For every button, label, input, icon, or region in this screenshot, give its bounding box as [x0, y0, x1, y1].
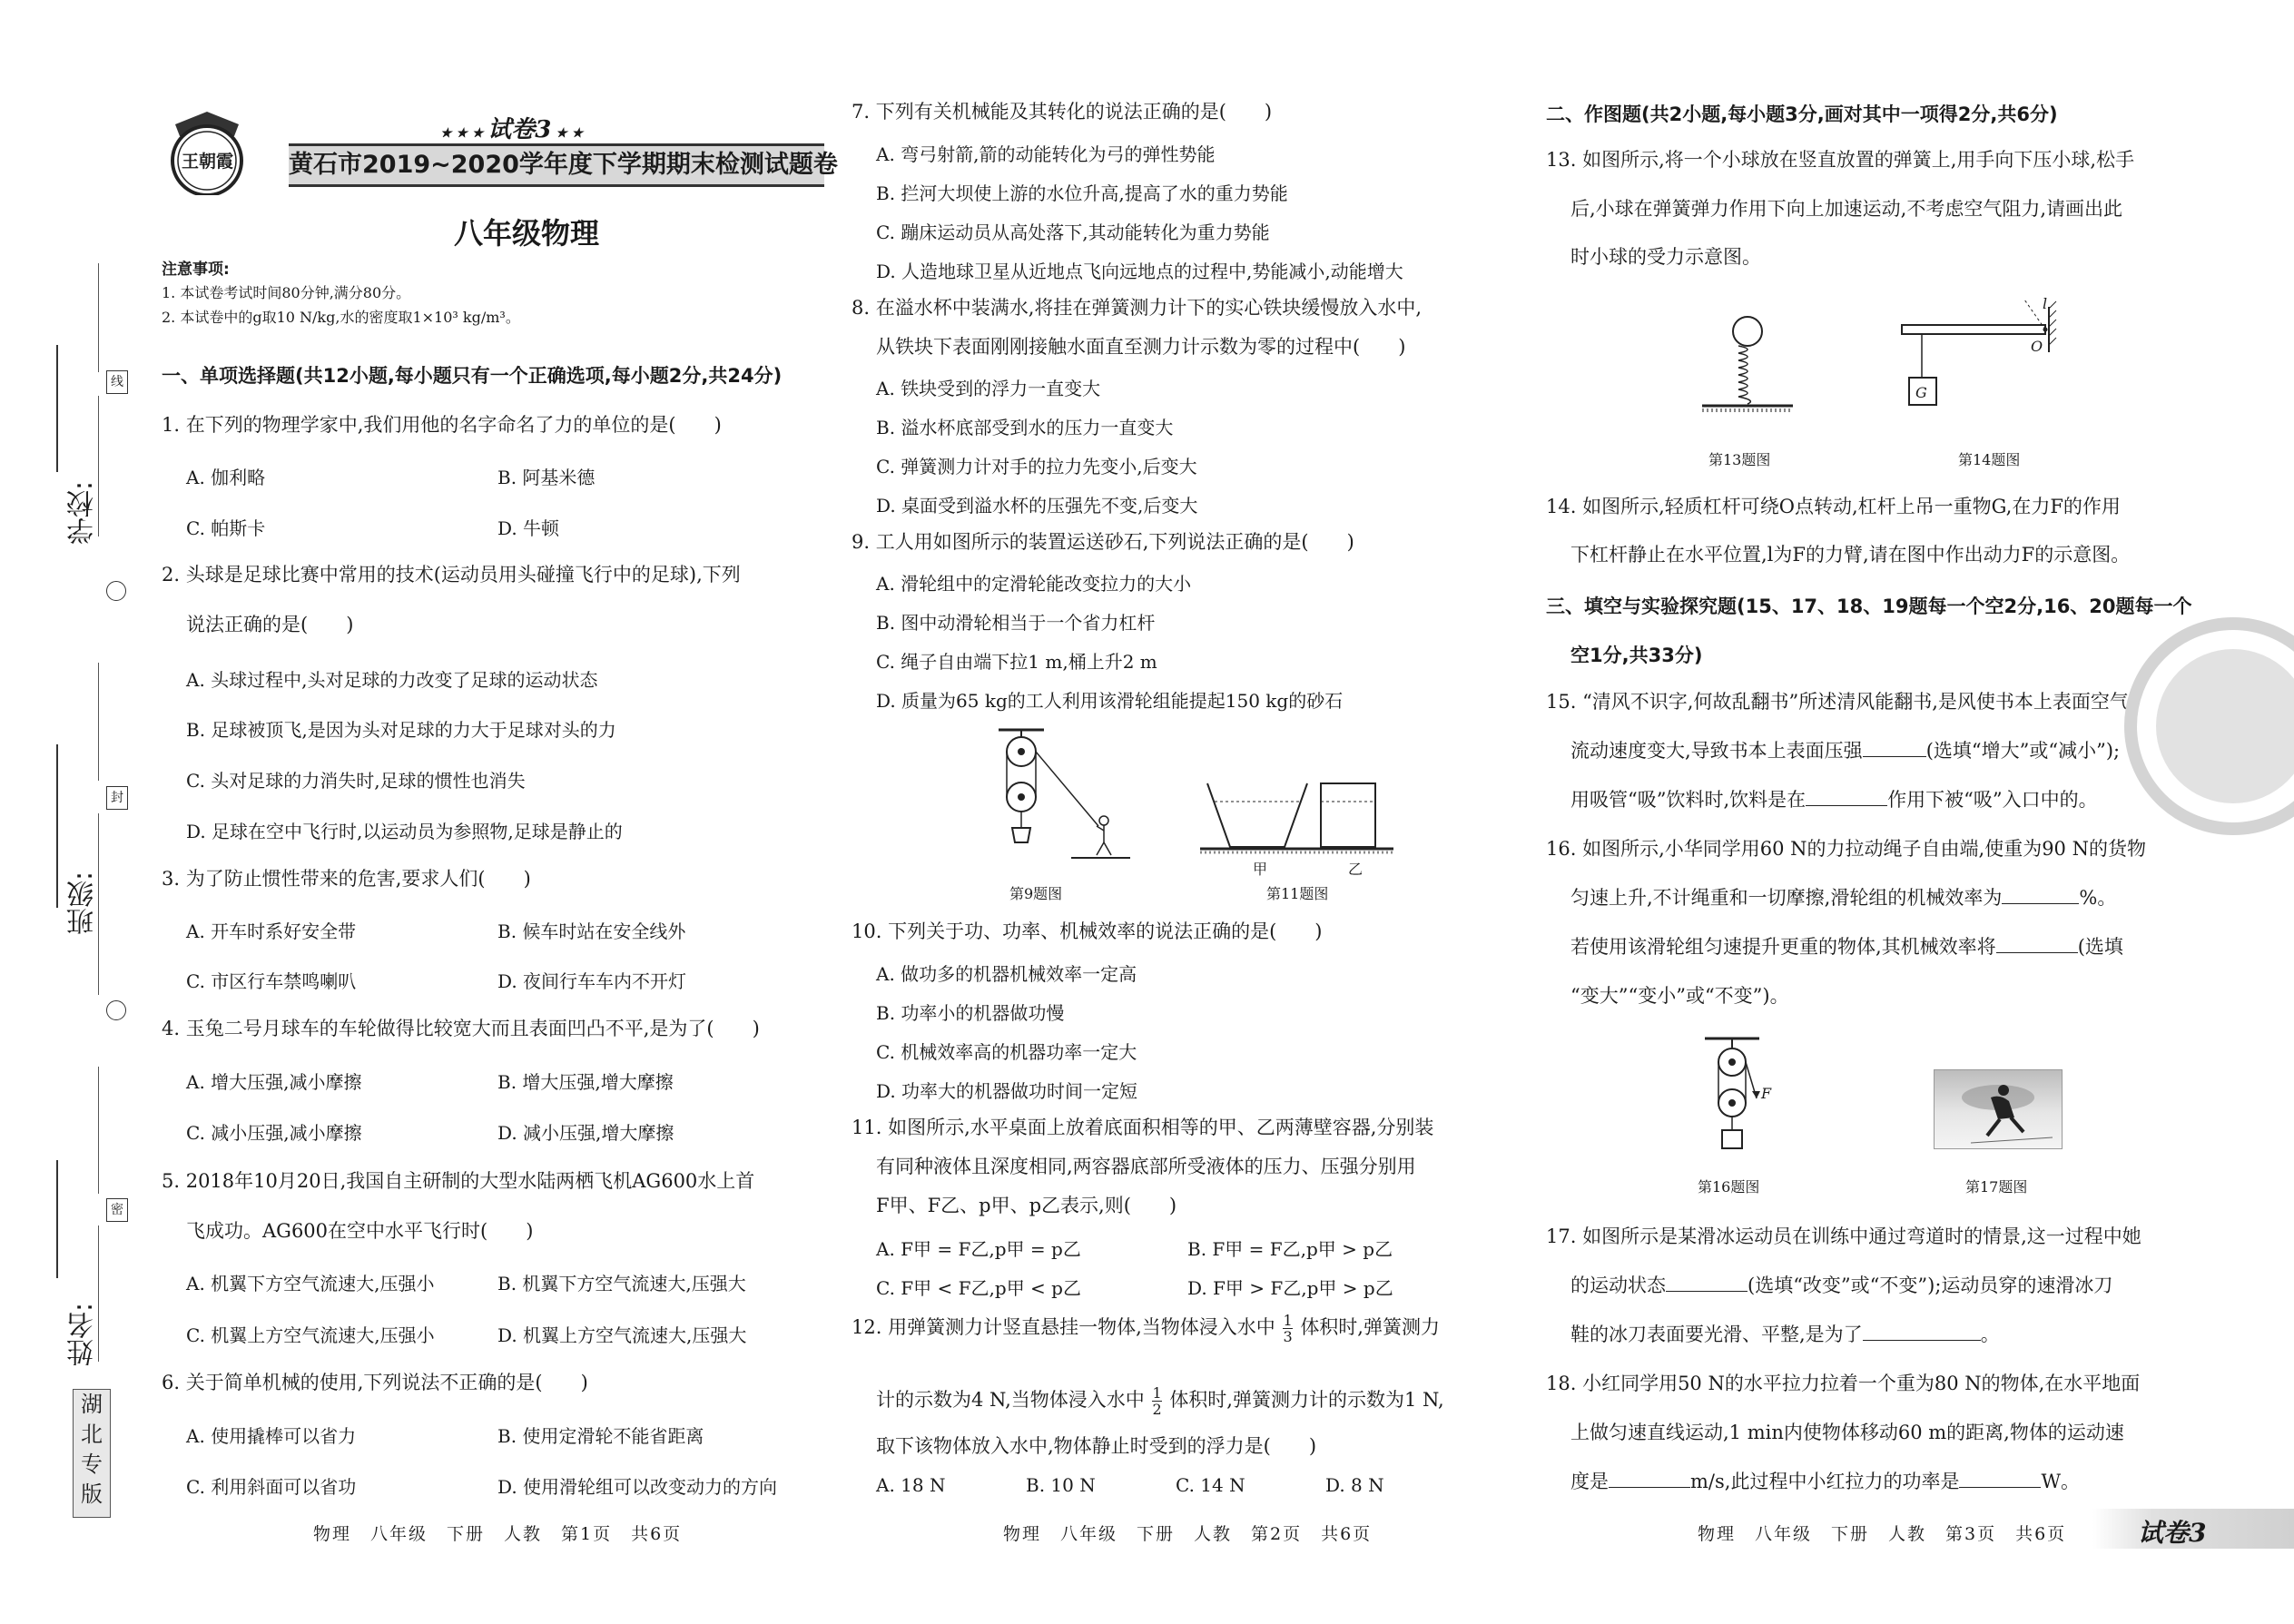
- question-text: 18. 小红同学用50 N的水平拉力拉着一个重为80 N的物体,在水平地面: [1546, 1373, 2141, 1394]
- question-text: 上做匀速直线运动,1 min内使物体移动60 m的距离,物体的运动速: [1570, 1422, 2124, 1443]
- question-text: 下杠杆静止在水平位置,l为F的力臂,请在图中作出动力F的示意图。: [1570, 544, 2131, 566]
- option: B. 功率小的机器做功慢: [876, 1002, 1065, 1024]
- option: A. 机翼下方空气流速大,压强小: [186, 1273, 435, 1294]
- question-text: 17. 如图所示是某滑冰运动员在训练中通过弯道时的情景,这一过程中她: [1546, 1225, 2141, 1247]
- class-underline: [56, 744, 58, 908]
- option: A. 增大压强,减小摩擦: [186, 1071, 362, 1093]
- binding-hole: [106, 1000, 126, 1020]
- question-stem: 6. 关于简单机械的使用,下列说法不正确的是( ): [162, 1372, 588, 1393]
- section-heading: 二、作图题(共2小题,每小题3分,画对其中一项得2分,共6分): [1546, 103, 2058, 125]
- answer-blank[interactable]: [1863, 1340, 1981, 1341]
- option: D. 牛顿: [497, 517, 560, 539]
- option: D. 功率大的机器做功时间一定短: [876, 1080, 1138, 1102]
- question-stem: 从铁块下表面刚刚接触水面直至测力计示数为零的过程中( ): [876, 336, 1406, 358]
- binding-hole: [106, 581, 126, 601]
- option: B. 机翼下方空气流速大,压强大: [497, 1273, 746, 1294]
- figure-caption: 第13题图: [1708, 451, 1771, 468]
- paper-number: ★ ★ ★ 试卷3 ★ ★: [440, 116, 584, 143]
- answer-blank[interactable]: [2002, 903, 2079, 904]
- answer-blank[interactable]: [1959, 1487, 2041, 1488]
- option: C. 弹簧测力计对手的拉力先变小,后变大: [876, 456, 1197, 477]
- option: C. 减小压强,减小摩擦: [186, 1122, 362, 1144]
- brand-logo: [162, 104, 252, 195]
- answer-blank[interactable]: [1996, 952, 2078, 953]
- option: A. 做功多的机器机械效率一定高: [876, 963, 1137, 985]
- column-page-2: [844, 0, 1516, 1624]
- two-containers-diagram: [1198, 776, 1398, 867]
- option: D. 夜间行车车内不开灯: [497, 970, 687, 992]
- option: D. 减小压强,增大摩擦: [497, 1122, 674, 1144]
- note-item: 1. 本试卷考试时间80分钟,满分80分。: [162, 284, 411, 301]
- figure-11: [1198, 776, 1398, 867]
- page-footer: 物理 八年级 下册 人教 第1页 共6页: [313, 1524, 683, 1544]
- option: B. 阿基米德: [497, 467, 596, 488]
- binding-mark-line: 线: [106, 370, 128, 394]
- question-text: 14. 如图所示,轻质杠杆可绕O点转动,杠杆上吊一重物G,在力F的作用: [1546, 496, 2121, 517]
- question-stem: 12. 用弹簧测力计竖直悬挂一物体,当物体浸入水中 $\frac{1}{3}$ 体积时,弹簧测力: [852, 1312, 1440, 1345]
- figure-caption: 第9题图: [1009, 885, 1063, 902]
- option: B. 拦河大坝使上游的水位升高,提高了水的重力势能: [876, 182, 1288, 204]
- question-stem: 有同种液体且深度相同,两容器底部所受液体的压力、压强分别用: [876, 1156, 1416, 1177]
- option: A. 头球过程中,头对足球的力改变了足球的运动状态: [186, 669, 598, 691]
- option: C. 绳子自由端下拉1 m,桶上升2 m: [876, 651, 1157, 673]
- question-text: 度是 m/s,此过程中小红拉力的功率是 W。: [1570, 1471, 2081, 1492]
- question-text: 15. “清风不识字,何故乱翻书”所述清风能翻书,是风使书本上表面空气: [1546, 691, 2129, 713]
- column-page-3: [1539, 0, 2210, 1624]
- option: C. 市区行车禁鸣喇叭: [186, 970, 357, 992]
- notes-heading: 注意事项:: [162, 261, 230, 279]
- question-stem: 8. 在溢水杯中装满水,将挂在弹簧测力计下的实心铁块缓慢放入水中,: [852, 297, 1423, 319]
- answer-blank[interactable]: [1806, 805, 1887, 806]
- option: D. 机翼上方空气流速大,压强大: [497, 1324, 747, 1346]
- option: D. 质量为65 kg的工人利用该滑轮组能提起150 kg的砂石: [876, 690, 1344, 712]
- figure-caption: 第17题图: [1965, 1178, 2028, 1196]
- column-page-1: [154, 0, 838, 1624]
- weight-label: G: [1915, 384, 1927, 401]
- question-text: 时小球的受力示意图。: [1570, 246, 1761, 268]
- binding-mark-seal: 封: [106, 786, 128, 810]
- exam-title-banner: [289, 143, 838, 187]
- page-footer: 物理 八年级 下册 人教 第3页 共6页: [1698, 1524, 2067, 1544]
- figure-caption: 第11题图: [1266, 885, 1329, 902]
- option: D. F甲 > F乙,p甲 > p乙: [1187, 1277, 1393, 1299]
- question-stem: 3. 为了防止惯性带来的危害,要求人们( ): [162, 868, 531, 890]
- option: C. F甲 < F乙,p甲 < p乙: [876, 1277, 1081, 1299]
- question-stem: 11. 如图所示,水平桌面上放着底面积相等的甲、乙两薄壁容器,分别装: [852, 1117, 1434, 1138]
- name-label: 姓名:: [67, 1302, 99, 1366]
- logo-text: 王朝霞: [182, 152, 234, 172]
- pulley-system-diagram: [971, 726, 1153, 862]
- question-stem: 取下该物体放入水中,物体静止时受到的浮力是( ): [876, 1435, 1317, 1457]
- option: C. 14 N: [1176, 1474, 1245, 1496]
- option: C. 利用斜面可以省功: [186, 1476, 357, 1498]
- figure-13: [1698, 313, 1797, 422]
- container-label-yi: 乙: [1348, 861, 1364, 878]
- answer-blank[interactable]: [1609, 1487, 1690, 1488]
- question-stem: F甲、F乙、p甲、p乙表示,则( ): [876, 1195, 1177, 1216]
- pivot-label: O: [2031, 338, 2043, 355]
- question-text: 的运动状态 (选填“改变”或“不变”);运动员穿的速滑冰刀: [1570, 1275, 2113, 1296]
- question-text: “变大”“变小”或“不变”)。: [1570, 985, 1789, 1007]
- question-stem: 5. 2018年10月20日,我国自主研制的大型水陆两栖飞机AG600水上首: [162, 1170, 755, 1192]
- arm-label: l: [2043, 295, 2048, 312]
- note-item: 2. 本试卷中的g取10 N/kg,水的密度取1×10³ kg/m³。: [162, 309, 520, 326]
- option: C. 帕斯卡: [186, 517, 266, 539]
- question-stem: 计的示数为4 N,当物体浸入水中 $\frac{1}{2}$ 体积时,弹簧测力计的示数为1 N,: [876, 1384, 1444, 1418]
- option: C. 蹦床运动员从高处落下,其动能转化为重力势能: [876, 221, 1270, 243]
- option: A. 开车时系好安全带: [186, 920, 357, 942]
- figure-9: [971, 726, 1153, 862]
- question-text: 流动速度变大,导致书本上表面压强 (选填“增大”或“减小”);: [1570, 740, 2121, 762]
- subject-title: 八年级物理: [454, 216, 600, 251]
- option: B. F甲 = F乙,p甲 > p乙: [1187, 1238, 1393, 1260]
- force-label: F: [1761, 1085, 1772, 1102]
- question-stem: 7. 下列有关机械能及其转化的说法正确的是( ): [852, 101, 1273, 123]
- option: B. 10 N: [1026, 1474, 1096, 1496]
- option: D. 人造地球卫星从近地点飞向远地点的过程中,势能减小,动能增大: [876, 261, 1403, 282]
- option: D. 使用滑轮组可以改变动力的方向: [497, 1476, 778, 1498]
- fraction: $\frac{1}{3}$: [1283, 1312, 1293, 1345]
- figure-caption: 第14题图: [1958, 451, 2021, 468]
- paper-badge-label: 试卷3: [2138, 1518, 2207, 1548]
- question-text: 后,小球在弹簧弹力作用下向上加速运动,不考虑空气阻力,请画出此: [1570, 198, 2123, 220]
- ball-on-spring-diagram: [1698, 313, 1797, 422]
- option: A. 滑轮组中的定滑轮能改变拉力的大小: [876, 573, 1192, 595]
- question-stem: 2. 头球是足球比赛中常用的技术(运动员用头碰撞飞行中的足球),下列: [162, 564, 741, 586]
- option: D. 8 N: [1325, 1474, 1384, 1496]
- question-text: 若使用该滑轮组匀速提升更重的物体,其机械效率将 (选填: [1570, 936, 2123, 958]
- question-stem: 1. 在下列的物理学家中,我们用他的名字命名了力的单位的是( ): [162, 414, 722, 436]
- section-heading: 一、单项选择题(共12小题,每小题只有一个正确选项,每小题2分,共24分): [162, 365, 783, 387]
- question-text: 匀速上升,不计绳重和一切摩擦,滑轮组的机械效率为 %。: [1570, 887, 2117, 909]
- page-footer: 物理 八年级 下册 人教 第2页 共6页: [1003, 1524, 1373, 1544]
- option: B. 增大压强,增大摩擦: [497, 1071, 674, 1093]
- question-text: 13. 如图所示,将一个小球放在竖直放置的弹簧上,用手向下压小球,松手: [1546, 149, 2135, 171]
- paper-badge: [2092, 1509, 2294, 1549]
- section-heading: 空1分,共33分): [1570, 645, 1703, 666]
- option: D. 足球在空中飞行时,以运动员为参照物,足球是静止的: [186, 821, 623, 842]
- class-label: 班级:: [67, 871, 99, 935]
- option: A. 伽利略: [186, 467, 266, 488]
- option: B. 候车时站在安全线外: [497, 920, 686, 942]
- question-text: 用吸管“吸”饮料时,饮料是在 作用下被“吸”入口中的。: [1570, 789, 2098, 811]
- question-stem: 4. 玉兔二号月球车的车轮做得比较宽大而且表面凹凸不平,是为了( ): [162, 1018, 760, 1039]
- school-label: 学校:: [67, 480, 99, 545]
- exam-title: 黄石市2019~2020学年度下学期期末检测试题卷: [289, 151, 838, 179]
- question-stem: 10. 下列关于功、功率、机械效率的说法正确的是( ): [852, 920, 1323, 942]
- section-heading: 三、填空与实验探究题(15、17、18、19题每一个空2分,16、20题每一个: [1546, 595, 2192, 617]
- option: D. 桌面受到溢水杯的压强先不变,后变大: [876, 495, 1198, 517]
- name-underline: [56, 1160, 58, 1278]
- speed-skater-icon: [1935, 1070, 2062, 1148]
- option: A. 18 N: [876, 1474, 946, 1496]
- option: A. 使用撬棒可以省力: [186, 1425, 357, 1447]
- option: C. 头对足球的力消失时,足球的惯性也消失: [186, 770, 526, 792]
- container-label-jia: 甲: [1253, 861, 1268, 878]
- figure-caption: 第16题图: [1698, 1178, 1760, 1196]
- edition-badge: 湖北专版: [73, 1389, 111, 1518]
- fraction: $\frac{1}{2}$: [1152, 1384, 1162, 1418]
- answer-blank[interactable]: [1863, 756, 1926, 757]
- option: C. 机械效率高的机器功率一定大: [876, 1041, 1137, 1063]
- option: B. 足球被顶飞,是因为头对足球的力大于足球对头的力: [186, 719, 616, 741]
- option: A. F甲 = F乙,p甲 = p乙: [876, 1238, 1081, 1260]
- option: B. 使用定滑轮不能省距离: [497, 1425, 704, 1447]
- option: B. 溢水杯底部受到水的压力一直变大: [876, 417, 1174, 438]
- option: A. 铁块受到的浮力一直变大: [876, 378, 1101, 399]
- question-stem: 9. 工人用如图所示的装置运送砂石,下列说法正确的是( ): [852, 531, 1354, 553]
- option: A. 弯弓射箭,箭的动能转化为弓的弹性势能: [876, 143, 1216, 165]
- option: C. 机翼上方空气流速大,压强小: [186, 1324, 435, 1346]
- question-stem: 飞成功。AG600在空中水平飞行时( ): [186, 1220, 534, 1242]
- question-text: 16. 如图所示,小华同学用60 N的力拉动绳子自由端,使重为90 N的货物: [1546, 838, 2146, 860]
- figure-17-photo: [1934, 1069, 2063, 1149]
- answer-blank[interactable]: [1666, 1291, 1748, 1292]
- option: B. 图中动滑轮相当于一个省力杠杆: [876, 612, 1156, 634]
- school-underline: [56, 345, 58, 472]
- binding-mark-secret: 密: [106, 1198, 128, 1222]
- question-text: 鞋的冰刀表面要光滑、平整,是为了 。: [1570, 1324, 2000, 1345]
- question-stem: 说法正确的是( ): [186, 614, 354, 635]
